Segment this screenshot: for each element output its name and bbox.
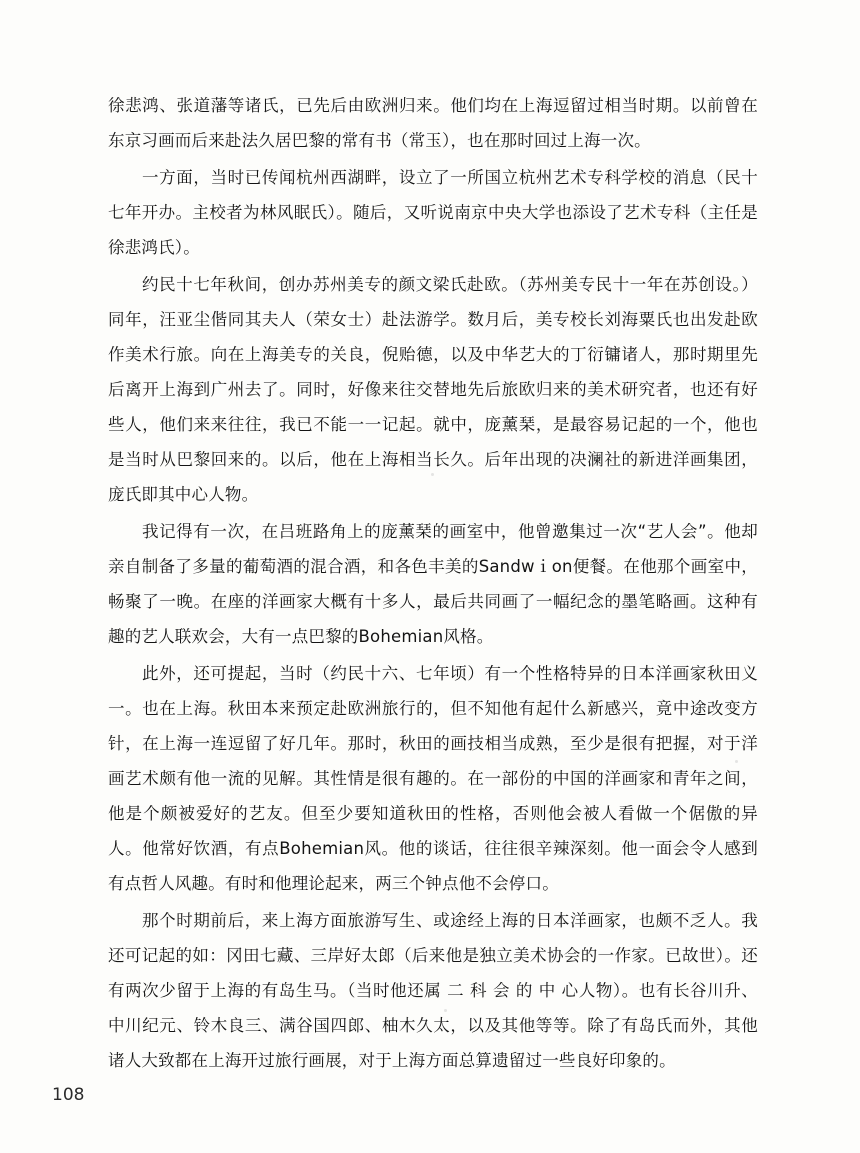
paragraph: 一方面，当时已传闻杭州西湖畔，设立了一所国立杭州艺术专科学校的消息（民十七年开办。主校者为林风眠氏）。随后，又听说南京中央大学也添设了艺术专科（主任是徐悲鸿氏）。	[108, 168, 758, 257]
scan-speck	[431, 473, 434, 476]
page-body	[108, 88, 758, 1080]
scan-speck	[735, 760, 738, 763]
paragraph: 约民十七年秋间，创办苏州美专的颜文梁氏赴欧。（苏州美专民十一年在苏创设。）同年，汪亚尘偕同其夫人（荣女士）赴法游学。数月后，美专校长刘海粟氏也出发赴欧作美术行旅。向在上海美专的关良，倪贻德，以及中华艺大的丁衍镛诸人，那时期里先后离开上海到广州去了。同时，好像来往交替地先后旅欧归来的美术研究者，也还有好些人，他们来来往往，我已不能一一记起。就中，庞薰琹，是最容易记起的一个，他也是当时从巴黎回来的。以后，他在上海相当长久。后年出现的决澜社的新进洋画集团，庞氏即其中心人物。	[108, 275, 758, 504]
paragraph: 我记得有一次，在吕班路角上的庞薰琹的画室中，他曾邀集过一次“艺人会”。他却亲自制备了多量的葡萄酒的混合酒，和各色丰美的Sandwｉon便餐。在他那个画室中，畅聚了一晚。在座的洋画家大概有十多人，最后共同画了一幅纪念的墨笔略画。这种有趣的艺人联欢会，大有一点巴黎的Bohemian风格。	[108, 522, 758, 646]
page-number: 108	[52, 1085, 85, 1105]
scan-speck	[444, 1009, 447, 1012]
paragraph: 徐悲鸿、张道藩等诸氏，已先后由欧洲归来。他们均在上海逗留过相当时期。以前曾在东京习画而后来赴法久居巴黎的常有书（常玉），也在那时回过上海一次。	[108, 96, 758, 150]
paragraph: 那个时期前后，来上海方面旅游写生、或途经上海的日本洋画家，也颇不乏人。我还可记起的如：冈田七藏、三岸好太郎（后来他是独立美术协会的一作家。已故世）。还有两次少留于上海的有岛生马。（当时他还属 二 科 会 的 中 心人物）。也有长谷川升、中川纪元、铃木良三、满谷国四郎、柚木久太，以及其他等等。除了有岛氏而外，其他诸人大致都在上海开过旅行画展，对于上海方面总算遗留过一些良好印象的。	[108, 911, 758, 1070]
paragraph: 此外，还可提起，当时（约民十六、七年顷）有一个性格特异的日本洋画家秋田义一。也在上海。秋田本来预定赴欧洲旅行的，但不知他有起什么新感兴，竟中途改变方针，在上海一连逗留了好几年。那时，秋田的画技相当成熟，至少是很有把握，对于洋画艺术颇有他一流的见解。其性情是很有趣的。在一部份的中国的洋画家和青年之间，他是个颇被爱好的艺友。但至少要知道秋田的性格，否则他会被人看做一个倨傲的异人。他常好饮酒，有点Bohemian风。他的谈话，往往很辛辣深刻。他一面会令人感到有点哲人风趣。有时和他理论起来，两三个钟点他不会停口。	[108, 664, 758, 893]
